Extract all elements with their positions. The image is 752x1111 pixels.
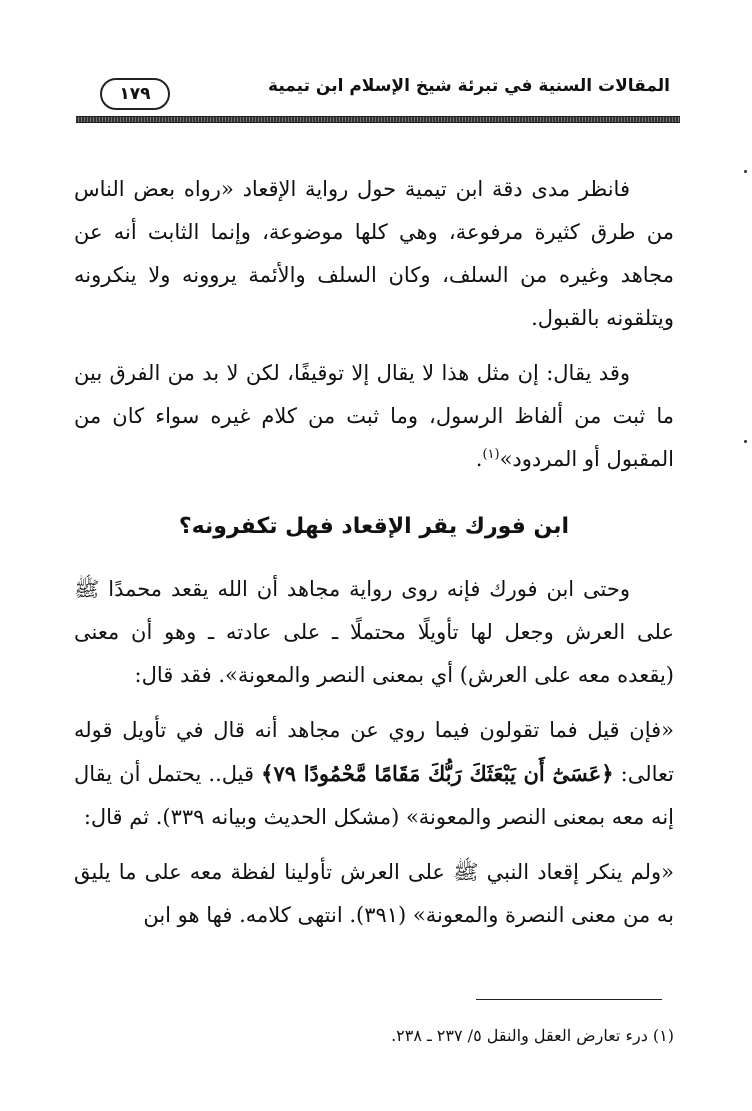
paragraph-4 [74, 709, 674, 839]
scan-speck [744, 170, 747, 173]
footnote-1: (١) درء تعارض العقل والنقل ٥/ ٢٣٧ ـ ٢٣٨. [391, 1026, 674, 1045]
paragraph-2 [74, 352, 674, 481]
page-header [76, 70, 680, 122]
scan-speck [744, 440, 747, 443]
paragraph-2-text: وقد يقال: إن مثل هذا لا يقال إلا توقيفًا، لكن لا بد من الفرق بين ما ثبت من ألفاظ الرسول، وما ثبت من كلام غيره سواء كان من المقبول أو المردود» [74, 361, 674, 471]
footnote-rule [476, 999, 662, 1000]
header-rule [76, 116, 680, 123]
page-number: ١٧٩ [100, 78, 170, 110]
paragraph-5: «ولم ينكر إقعاد النبي ﷺ على العرش تأولينا لفظة معه على ما يليق به من معنى النصرة والمعونة» (٣٩١). انتهى كلامه. فها هو ابن [74, 860, 674, 927]
paragraph-1: فانظر مدى دقة ابن تيمية حول رواية الإقعاد «رواه بعض الناس من طرق كثيرة مرفوعة، وهي كلها موضوعة، وإنما الثابت أنه عن مجاهد وغيره من السلف، وكان السلف والأئمة يروونه ولا ينكرونه ويتلقونه بالقبول. [74, 177, 674, 330]
running-title: المقالات السنية في تبرئة شيخ الإسلام ابن تيمية [268, 76, 670, 96]
quran-verse: ﴿عَسَىٰٓ أَن يَبْعَثَكَ رَبُّكَ مَقَامًا مَّحْمُودًا ٧٩﴾ [261, 761, 614, 786]
paragraph-4-text-b: قيل.. يحتمل أن يقال إنه معه بمعنى النصر والمعونة» (مشكل الحديث وبيانه ٣٣٩). ثم قال: [74, 762, 674, 829]
paragraph-4-text-a: «فإن قيل فما تقولون فيما روي عن مجاهد أنه قال في تأويل قوله تعالى: [74, 718, 674, 786]
paragraph-2-end: . [475, 447, 483, 471]
footnote-reference: (١) [482, 447, 500, 462]
body-text [74, 168, 674, 949]
paragraph-3: وحتى ابن فورك فإنه روى رواية مجاهد أن الله يقعد محمدًا ﷺ على العرش وجعل لها تأويلًا محتملًا ـ على عادته ـ وهو أن معنى (يقعده معه على العرش) أي بمعنى النصر والمعونة». فقد قال: [74, 577, 674, 687]
section-heading: ابن فورك يقر الإقعاد فهل تكفرونه؟ [178, 514, 570, 539]
